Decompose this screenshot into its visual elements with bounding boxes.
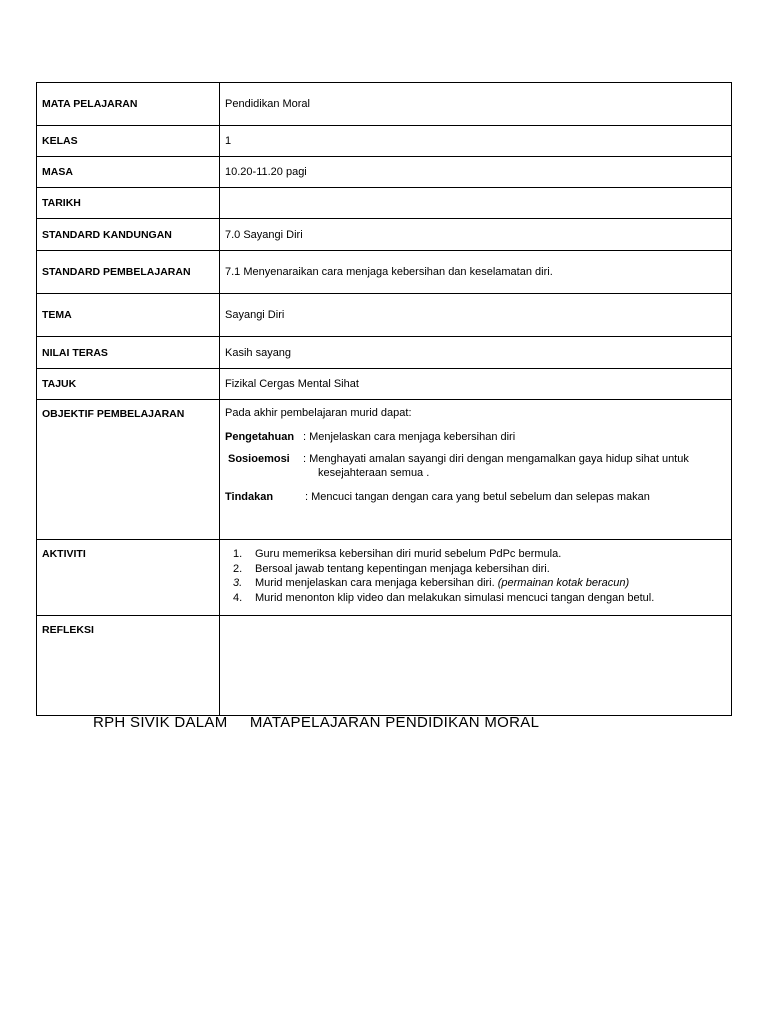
row-aktiviti: [37, 540, 732, 616]
lesson-plan-table: [36, 82, 732, 716]
aktiviti-label: AKTIVITI: [37, 540, 220, 616]
row-refleksi: [37, 616, 732, 716]
tindakan-value: : Mencuci tangan dengan cara yang betul sebelum dan selepas makan: [305, 491, 650, 503]
mata-pelajaran-value: Pendidikan Moral: [220, 83, 732, 126]
row-tarikh: [37, 188, 732, 219]
tema-label: TEMA: [37, 294, 220, 337]
row-objektif: [37, 400, 732, 540]
nilai-teras-label: NILAI TERAS: [37, 337, 220, 369]
aktiviti-item-number: 2.: [233, 562, 243, 575]
kelas-label: KELAS: [37, 126, 220, 157]
objektif-tindakan: [225, 490, 726, 504]
tema-value: Sayangi Diri: [220, 294, 732, 337]
pengetahuan-value: : Menjelaskan cara menjaga kebersihan diri: [303, 431, 516, 443]
aktiviti-item: [225, 576, 726, 591]
aktiviti-item-text: Bersoal jawab tentang kepentingan menjaga kebersihan diri.: [255, 562, 550, 575]
row-nilai-teras: [37, 337, 732, 369]
nilai-teras-value: Kasih sayang: [220, 337, 732, 369]
aktiviti-item-text: Murid menonton klip video dan melakukan simulasi mencuci tangan dengan betul.: [255, 591, 655, 604]
standard-kandungan-value: 7.0 Sayangi Diri: [220, 219, 732, 251]
objektif-intro: Pada akhir pembelajaran murid dapat:: [225, 407, 412, 419]
tarikh-label: TARIKH: [37, 188, 220, 219]
footer-title: RPH SIVIK DALAM MATAPELAJARAN PENDIDIKAN MORAL: [93, 714, 540, 731]
row-mata-pelajaran: [37, 83, 732, 126]
row-masa: [37, 157, 732, 188]
masa-value: 10.20-11.20 pagi: [220, 157, 732, 188]
tajuk-label: TAJUK: [37, 369, 220, 400]
kelas-value: 1: [220, 126, 732, 157]
sosioemosi-key: Sosioemosi: [228, 453, 290, 465]
objektif-pengetahuan: [225, 430, 726, 444]
tindakan-key: Tindakan: [225, 491, 274, 503]
sosioemosi-value: : Menghayati amalan sayangi diri dengan mengamalkan gaya hidup sihat untuk: [303, 453, 689, 465]
aktiviti-list: [225, 547, 726, 605]
objektif-label: OBJEKTIF PEMBELAJARAN: [37, 400, 220, 540]
objektif-sosioemosi: [225, 452, 726, 480]
aktiviti-item-text: Guru memeriksa kebersihan diri murid sebelum PdPc bermula.: [255, 548, 562, 560]
aktiviti-item-text-block: [251, 576, 726, 591]
aktiviti-item-text: Murid menjelaskan cara menjaga kebersihan diri.: [255, 577, 498, 589]
standard-kandungan-label: STANDARD KANDUNGAN: [37, 219, 220, 251]
aktiviti-item-number: 4.: [233, 591, 243, 604]
aktiviti-item-note: (permainan kotak beracun): [497, 577, 630, 589]
masa-label: MASA: [37, 157, 220, 188]
tarikh-value: [220, 188, 732, 219]
aktiviti-item-number: 3.: [233, 577, 243, 589]
aktiviti-item-number: 1.: [233, 548, 243, 560]
standard-pembelajaran-label: STANDARD PEMBELAJARAN: [37, 251, 220, 294]
sosioemosi-value-block: [303, 452, 726, 480]
aktiviti-item: [225, 547, 726, 562]
row-standard-kandungan: [37, 219, 732, 251]
tajuk-value: Fizikal Cergas Mental Sihat: [220, 369, 732, 400]
row-tema: [37, 294, 732, 337]
pengetahuan-key: Pengetahuan: [225, 431, 295, 443]
row-kelas: [37, 126, 732, 157]
refleksi-value: [220, 616, 732, 716]
objektif-cell: [220, 400, 732, 540]
row-standard-pembelajaran: [37, 251, 732, 294]
row-tajuk: [37, 369, 732, 400]
mata-pelajaran-label: MATA PELAJARAN: [37, 83, 220, 126]
aktiviti-item: [225, 591, 726, 606]
standard-pembelajaran-value: 7.1 Menyenaraikan cara menjaga kebersihan dan keselamatan diri.: [220, 251, 732, 294]
aktiviti-item: [225, 562, 726, 577]
refleksi-label: REFLEKSI: [37, 616, 220, 716]
aktiviti-cell: [220, 540, 732, 616]
sosioemosi-value-cont: kesejahteraan semua .: [318, 467, 430, 479]
